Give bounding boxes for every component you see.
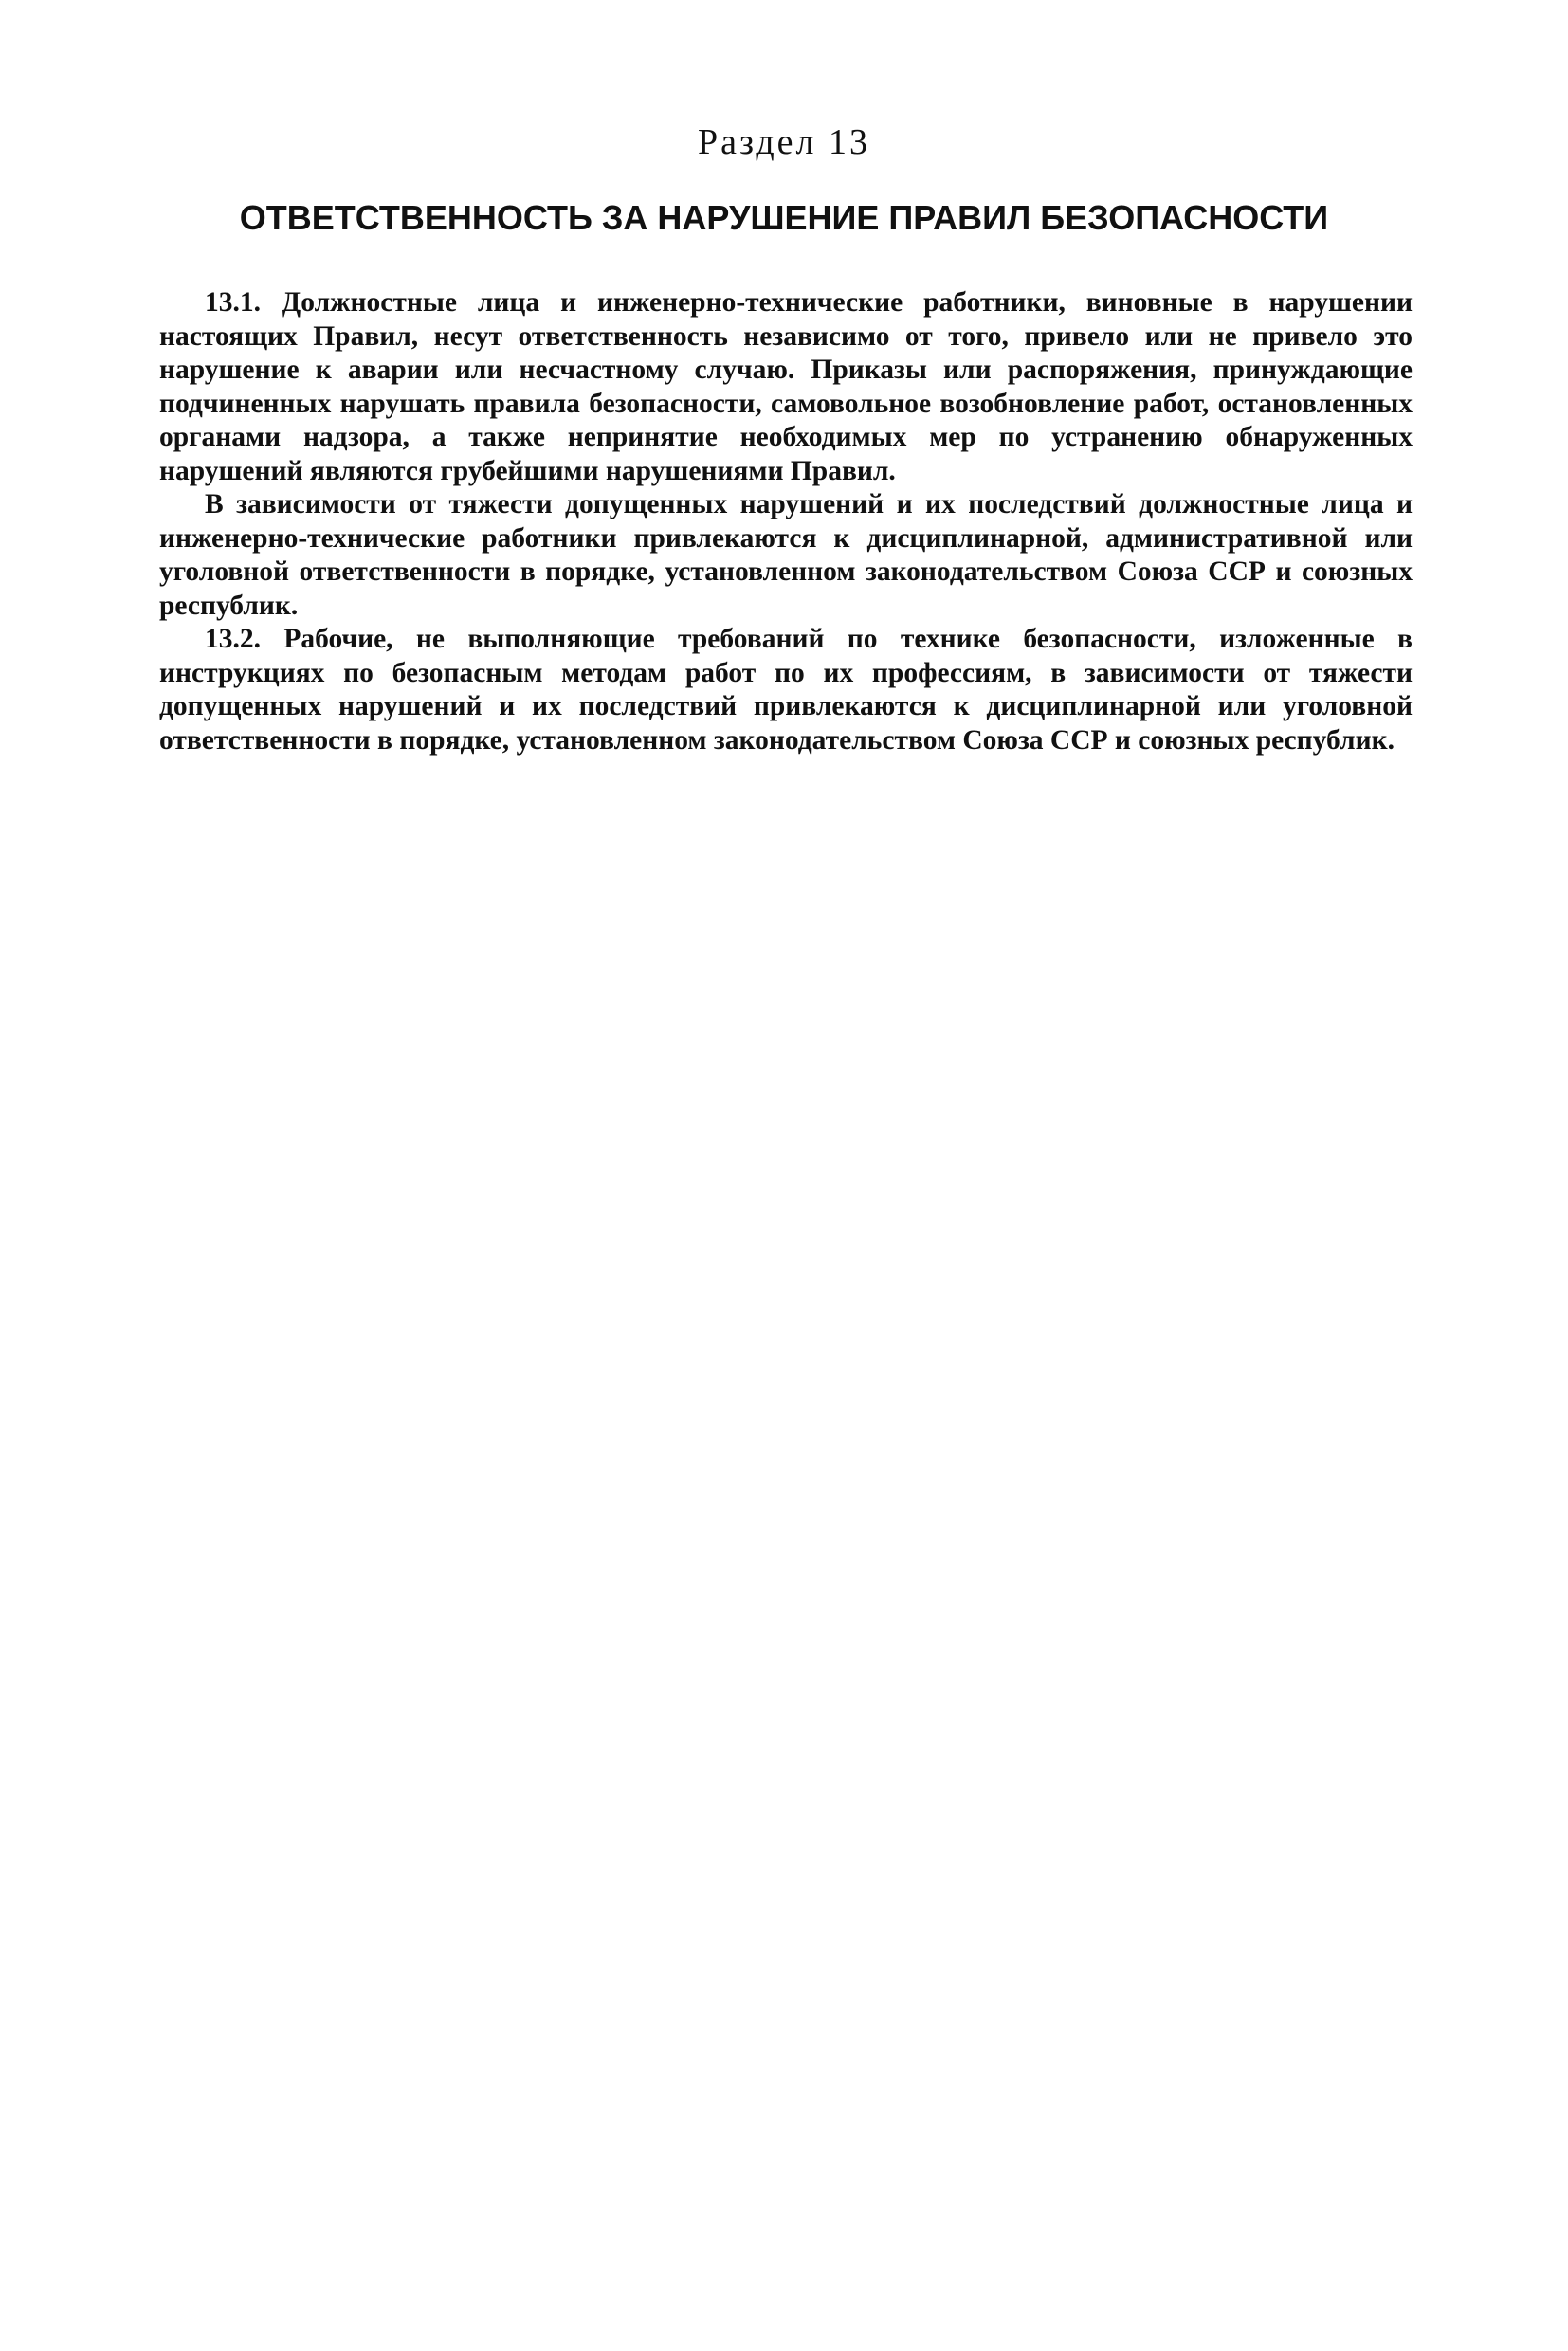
paragraph-13-1-continued: В зависимости от тяжести допущенных нарушений и их последствий должностные лица и инженерно-технические работники привлекаются к дисциплинарной, административной или уголовной ответственности в порядке, установленном законодательством Союза ССР и союзных республик. [159,489,1413,621]
paragraph-13-2: 13.2. Рабочие, не выполняющие требований по технике безопасности, изложенные в инструкциях по безопасным методам работ по их профессиям, в зависимости от тяжести допущенных нарушений и их последствий привлекаются к дисциплинарной или уголовной ответственности в порядке, установленном законодательством Союза ССР и союзных республик. [159,624,1413,756]
section-title: ОТВЕТСТВЕННОСТЬ ЗА НАРУШЕНИЕ ПРАВИЛ БЕЗОПАСНОСТИ [239,198,1329,237]
section-number: Раздел 13 [698,122,870,162]
section-body [159,286,1413,757]
paragraph-13-1: 13.1. Должностные лица и инженерно-технические работники, виновные в нарушении настоящих Правил, несут ответственность независимо от того, привело или не привело это нарушение к аварии или несчастному случаю. Приказы или распоряжения, принуждающие подчиненных нарушать правила безопасности, самовольное возобновление работ, остановленных органами надзора, а также непринятие необходимых мер по устранению обнаруженных нарушений являются грубейшими нарушениями Правил. [159,287,1413,486]
